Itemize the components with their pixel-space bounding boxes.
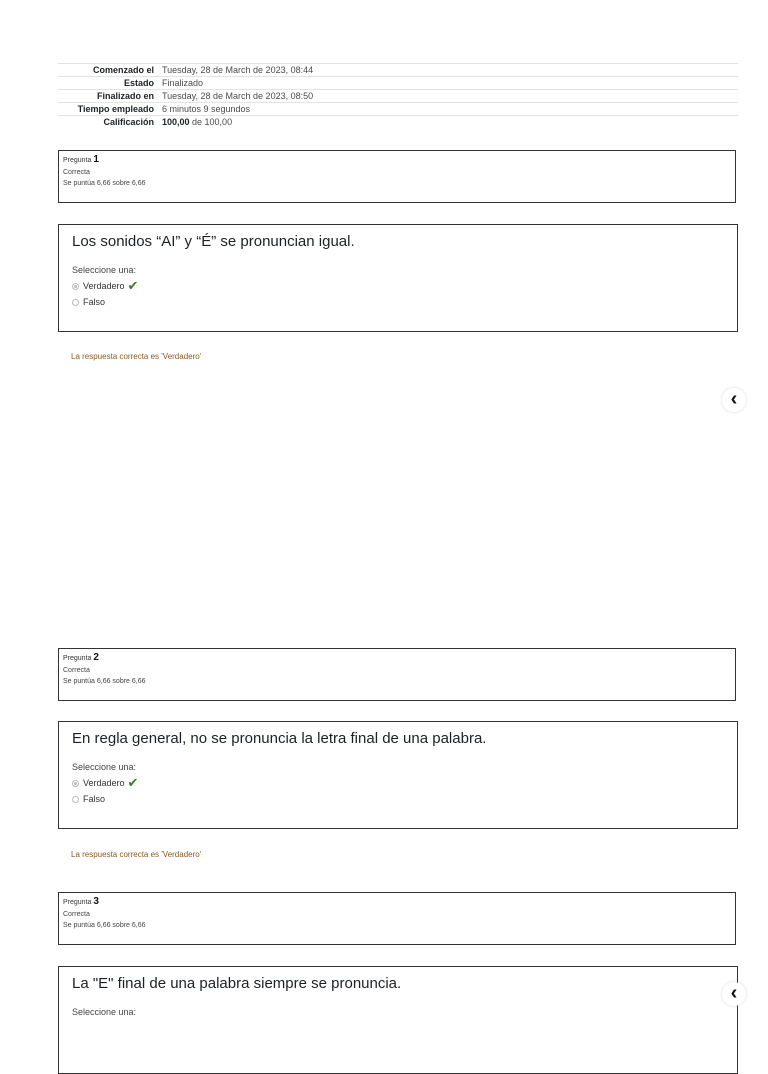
summary-value [162,116,738,129]
question-points: Se puntúa 6,66 sobre 6,66 [63,678,146,685]
option-label: Falso [83,794,106,804]
question-content-1 [58,224,738,332]
grade-total: de 100,00 [189,116,233,127]
summary-label: Tiempo empleado [58,103,162,116]
summary-label: Calificación [58,116,162,129]
radio-button-selected[interactable] [72,283,79,290]
summary-label: Finalizado en [58,90,162,103]
check-icon: ✔ [127,775,139,790]
check-icon: ✔ [127,278,139,293]
question-number [63,154,731,167]
option-label: Verdadero [83,778,125,788]
question-prefix: Pregunta [63,899,94,906]
question-text: Los sonidos “AI” y “É” se pronuncian igual. [72,233,355,250]
answer-prompt: Seleccione una: [72,762,137,772]
chevron-left-icon[interactable]: ‹ [722,388,746,412]
question-status: Correcta [63,667,90,674]
question-text: La "E" final de una palabra siempre se pronuncia. [72,975,402,992]
question-prefix: Pregunta [63,655,94,662]
summary-value: 6 minutos 9 segundos [162,103,738,116]
chevron-left-icon[interactable]: ‹ [722,982,746,1006]
summary-row [58,90,738,103]
radio-button[interactable] [72,796,79,803]
summary-row [58,116,738,129]
attempt-summary-table [58,63,738,128]
question-number-value: 3 [93,896,99,907]
option-label: Verdadero [83,281,125,291]
option-true[interactable] [72,777,724,789]
summary-row [58,64,738,77]
question-status: Correcta [63,911,90,918]
radio-button[interactable] [72,299,79,306]
option-false[interactable] [72,296,724,308]
summary-row [58,77,738,90]
answer-prompt: Seleccione una: [72,1007,137,1017]
summary-label: Comenzado el [58,64,162,77]
summary-value: Finalizado [162,77,738,90]
option-false[interactable] [72,793,724,805]
summary-row [58,103,738,116]
summary-value: Tuesday, 28 de March de 2023, 08:50 [162,90,738,103]
grade-score: 100,00 [162,116,190,127]
question-status: Correcta [63,169,90,176]
question-number [63,896,731,909]
summary-label: Estado [58,77,162,90]
question-number [63,652,731,665]
question-info-2 [58,648,736,701]
option-true[interactable] [72,280,724,292]
answer-prompt: Seleccione una: [72,265,137,275]
question-number-value: 1 [93,154,99,165]
question-info-3 [58,892,736,945]
question-text: En regla general, no se pronuncia la letra final de una palabra. [72,730,487,747]
question-content-2 [58,721,738,829]
question-content-3 [58,966,738,1074]
radio-button-selected[interactable] [72,780,79,787]
question-points: Se puntúa 6,66 sobre 6,66 [63,922,146,929]
question-prefix: Pregunta [63,157,94,164]
question-info-1 [58,150,736,203]
correct-answer-feedback: La respuesta correcta es 'Verdadero' [71,850,202,859]
correct-answer-feedback: La respuesta correcta es 'Verdadero' [71,352,202,361]
question-points: Se puntúa 6,66 sobre 6,66 [63,180,146,187]
option-label: Falso [83,297,106,307]
summary-value: Tuesday, 28 de March de 2023, 08:44 [162,64,738,77]
question-number-value: 2 [93,652,99,663]
